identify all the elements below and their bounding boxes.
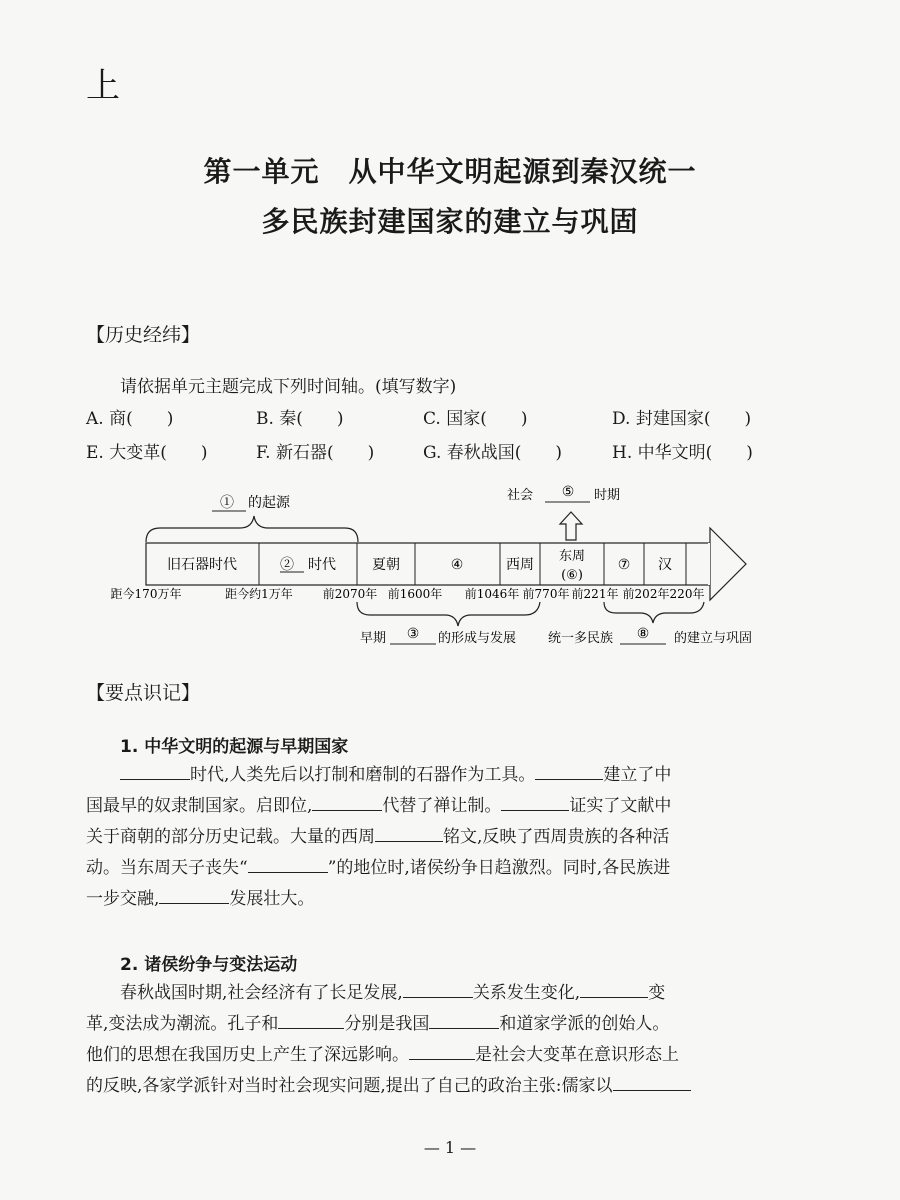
section-header-keypoints: 【要点识记】: [86, 682, 201, 704]
fill-blank[interactable]: [120, 761, 190, 780]
fill-blank[interactable]: [312, 792, 382, 811]
fill-blank[interactable]: [580, 979, 648, 998]
up-arrow-icon: [560, 512, 582, 540]
date-1046: 前1046年: [464, 587, 520, 601]
date-1600: 前1600年: [387, 587, 443, 601]
subheading-reforms: 2. 诸侯纷争与变法运动: [120, 955, 298, 975]
option-d: D. 封建国家( ): [612, 409, 752, 429]
fill-blank[interactable]: [409, 1041, 475, 1060]
option-e: E. 大变革( ): [86, 443, 208, 463]
option-b: B. 秦( ): [256, 409, 344, 429]
bottom-right-suffix: 的建立与巩固: [674, 631, 753, 646]
timeline-arrowhead: [710, 528, 746, 600]
brace-bottom-right: [604, 602, 704, 623]
fill-blank[interactable]: [403, 979, 473, 998]
segment-2-era: ② 时代: [280, 557, 336, 573]
date-221: 前221年: [571, 587, 619, 601]
date-202: 前202年: [622, 587, 670, 601]
fill-blank[interactable]: [535, 761, 603, 780]
date-170wan: 距今170万年: [110, 587, 182, 601]
timeline-label-society-num: ⑤: [561, 484, 575, 500]
brace-bottom-left: [357, 602, 540, 626]
segment-paleolithic: 旧石器时代: [167, 557, 237, 573]
timeline-label-society-prefix: 社会: [506, 488, 533, 503]
segment-western-zhou: 西周: [506, 557, 534, 573]
timeline-label-society-suffix: 时期: [594, 488, 621, 503]
segment-eastern-zhou: 东周: [558, 549, 586, 564]
instruction-text: 请依据单元主题完成下列时间轴。(填写数字): [120, 377, 457, 397]
date-770: 前770年: [522, 587, 570, 601]
date-220: 220年: [669, 587, 705, 601]
segment-han: 汉: [658, 557, 672, 573]
bottom-right-prefix: 统一多民族: [548, 631, 614, 646]
paragraph-origins: 时代,人类先后以打制和磨制的石器作为工具。 建立了中 国最早的奴隶制国家。启即位, 代替了禅让制。 证实了文献中 关于商朝的部分历史记载。大量的西周 铭文,反映了西周贵族的各种活 动。当东周天子丧失“ ”的地位时,诸侯纷争日趋激烈。同时,各民族进 一步交融, 发展壮大。: [86, 760, 786, 915]
bottom-left-suffix: 的形成与发展: [438, 631, 517, 646]
fill-blank[interactable]: [375, 823, 443, 842]
segment-7: ⑦: [617, 557, 631, 573]
page-number: — 1 —: [423, 1138, 477, 1157]
subheading-origins: 1. 中华文明的起源与早期国家: [120, 737, 349, 757]
option-g: G. 春秋战国( ): [423, 443, 563, 463]
unit-title-line2: 多民族封建国家的建立与巩固: [261, 205, 639, 238]
fill-blank[interactable]: [159, 885, 229, 904]
option-h: H. 中华文明( ): [612, 443, 753, 463]
section-header-history: 【历史经纬】: [86, 324, 201, 346]
segment-4: ④: [450, 557, 464, 573]
option-f: F. 新石器( ): [256, 443, 375, 463]
date-2070: 前2070年: [322, 587, 378, 601]
timeline-label-origin: ① 的起源: [220, 495, 290, 511]
fill-blank[interactable]: [613, 1072, 691, 1091]
fill-blank[interactable]: [278, 1010, 344, 1029]
bottom-left-prefix: 早期: [360, 631, 387, 646]
volume-mark: 上: [86, 66, 120, 106]
timeline-diagram: [0, 480, 900, 660]
option-c: C. 国家( ): [423, 409, 528, 429]
bottom-left-num: ③: [406, 626, 420, 642]
paragraph-reforms: 春秋战国时期,社会经济有了长足发展, 关系发生变化, 变 革,变法成为潮流。孔子和 分别是我国 和道家学派的创始人。 他们的思想在我国历史上产生了深远影响。 是社会大变革在意识形态上 的反映,各家学派针对当时社会现实问题,提出了自己的政治主张:儒家以: [86, 978, 786, 1102]
fill-blank[interactable]: [501, 792, 569, 811]
fill-blank[interactable]: [429, 1010, 499, 1029]
segment-xia: 夏朝: [372, 557, 400, 573]
brace-top-left: [146, 516, 358, 542]
date-1wan: 距今约1万年: [225, 587, 293, 601]
bottom-right-num: ⑧: [636, 626, 650, 642]
option-a: A. 商( ): [86, 409, 174, 429]
unit-title-line1: 第一单元 从中华文明起源到秦汉统一: [203, 155, 697, 188]
segment-6: (⑥): [561, 568, 583, 583]
fill-blank[interactable]: [248, 854, 328, 873]
